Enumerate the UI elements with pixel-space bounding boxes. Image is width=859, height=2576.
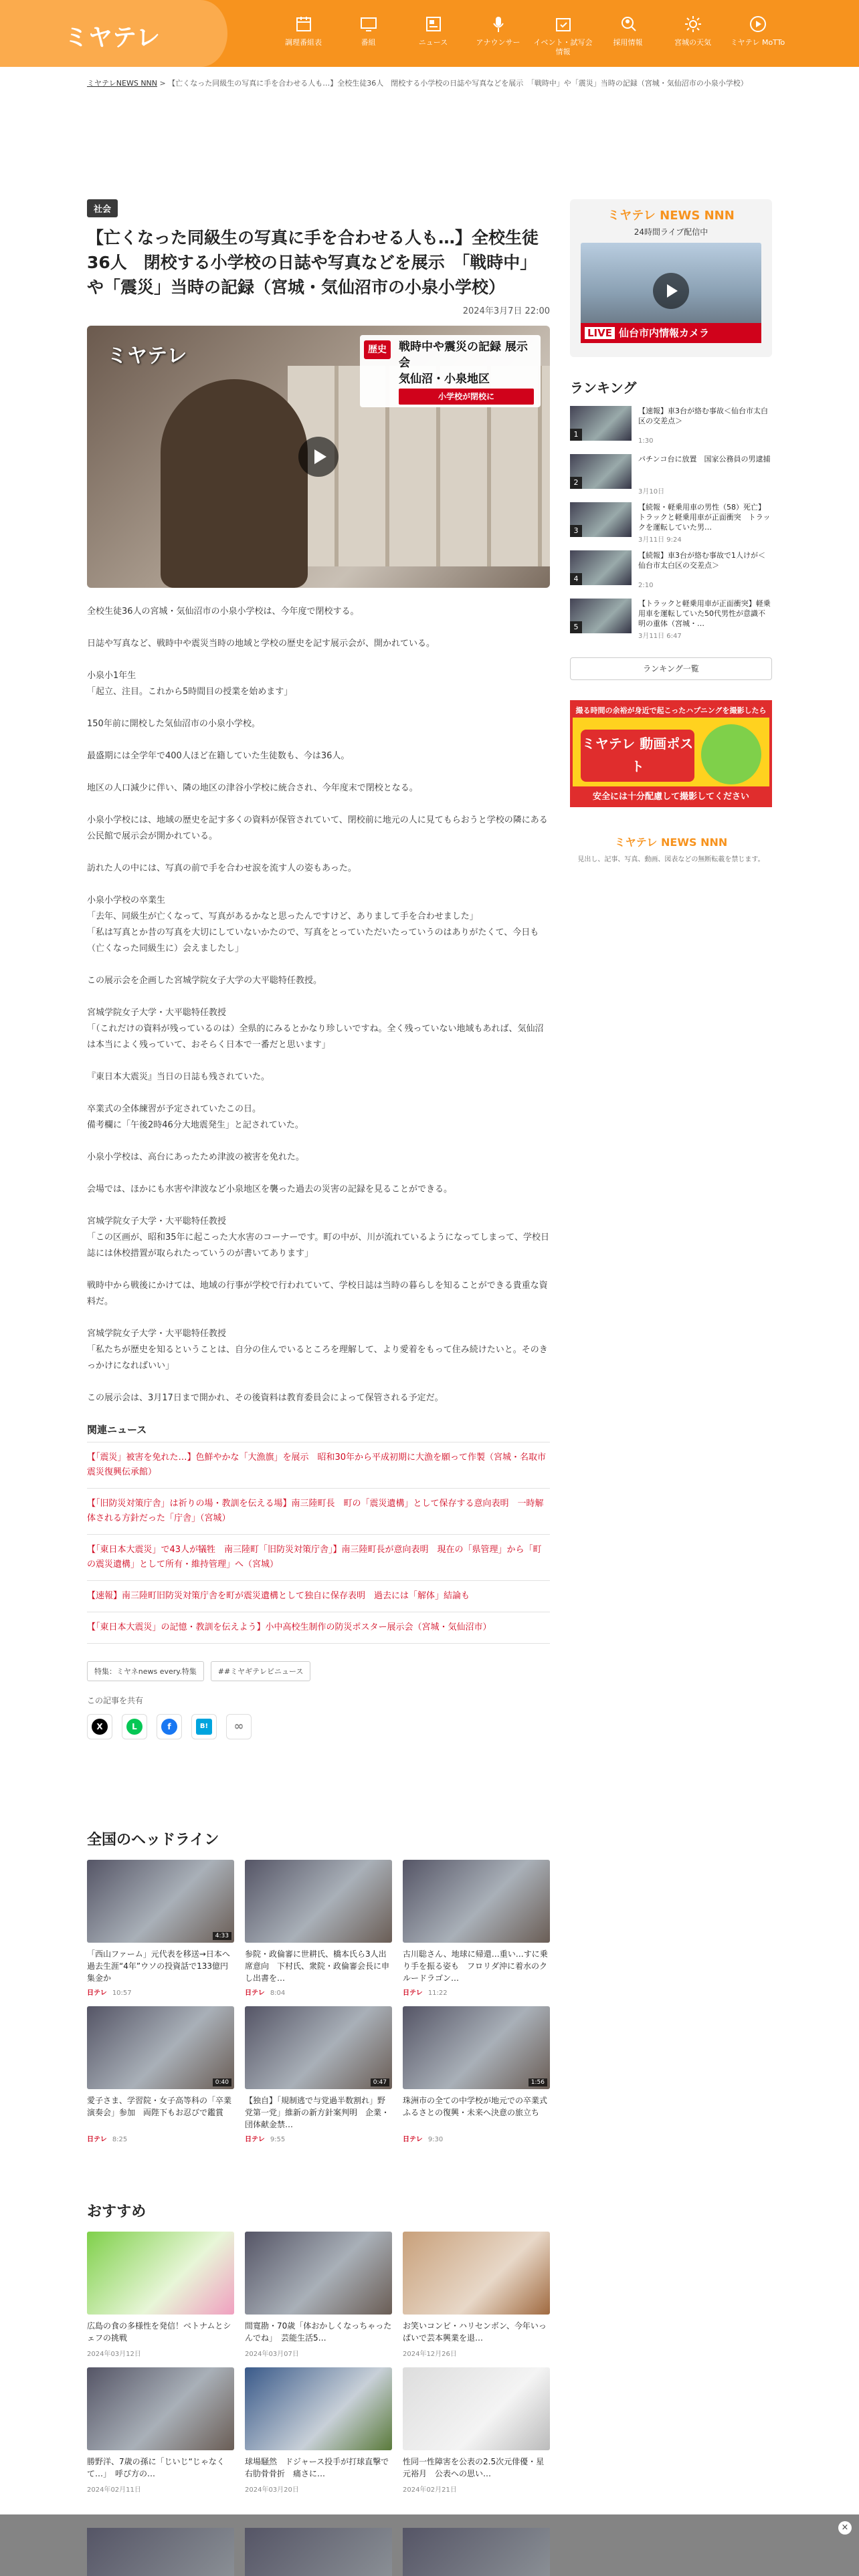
- ranking-thumbnail: [570, 406, 632, 441]
- video-brand-logo: ミヤテレ: [107, 344, 187, 368]
- live-play-button[interactable]: [653, 273, 689, 309]
- headline-card[interactable]: [245, 1860, 392, 1997]
- headline-thumbnail: [403, 2006, 550, 2089]
- nav-item-announcer[interactable]: [466, 0, 531, 67]
- article-date: 2024年3月7日 22:00: [462, 306, 550, 316]
- nav-label: 宮城の天気: [674, 38, 711, 47]
- ranking-date: 2:10: [638, 582, 654, 589]
- ranking-number: 2: [570, 477, 582, 489]
- recommend-card[interactable]: [87, 2367, 234, 2494]
- ranking-date: 3月11日 9:24: [638, 536, 682, 544]
- paragraph: 宮城学院女子大学・大平聡特任教授 「私たちが歴史を知るということは、自分の住んでいるところを理解して、より愛着をもって住み続けたいと。そのきっかけになればいい」: [87, 1329, 548, 1371]
- recommend-date: 2024年02月21日: [403, 2486, 457, 2494]
- banner-top-text: 撮る時間の余裕が身近で起こったハプニングを撮影したら: [573, 703, 769, 718]
- play-button[interactable]: [298, 437, 339, 477]
- paragraph: 訪れた人の中には、写真の前で手を合わせ涙を流す人の姿もあった。: [87, 863, 357, 873]
- site-logo[interactable]: ミヤテレ: [64, 24, 161, 51]
- breadcrumb-separator: >: [159, 79, 166, 88]
- headline-title: 「西山ファーム」元代表を移送→日本へ 過去生涯“4年”ウソの投資話で133億円集金か: [87, 1949, 238, 1983]
- paragraph: 小泉小学校には、地域の歴史を記す多くの資料が保管されていて、閉校前に地元の人に見てもらおうと学校の隣にある公民館で展示会が開かれている。: [87, 815, 548, 841]
- link-icon: ∞: [231, 1719, 247, 1735]
- article-title: 【亡くなった同級生の写真に手を合わせる人も…】全校生徒36人 閉校する小学校の日誌や写真などを展示 「戦時中」や「震災」当時の記録（宮城・気仙沼市の小泉小学校）: [87, 228, 539, 297]
- related-news-link[interactable]: 【速報】南三陸町旧防災対策庁舎を町が震災遺構として独自に保存表明 過去には「解体」結論も: [87, 1580, 550, 1612]
- video-caption-line1: 戦時中や震災の記録 展示会: [399, 340, 528, 370]
- recommend-date: 2024年12月26日: [403, 2351, 457, 2358]
- ranking-number: 5: [570, 621, 582, 633]
- headline-meta: [403, 1987, 550, 1997]
- headline-time: 8:25: [112, 2136, 128, 2143]
- paragraph: 卒業式の全体練習が予定されていたこの日。 備考欄に「午後2時46分大地震発生」と記されていた。: [87, 1104, 304, 1130]
- ranking-thumbnail: [570, 599, 632, 633]
- article: [87, 199, 550, 1739]
- recommend-title: 勝野洋、7歳の孫に「じいじ“じゃなくて…」 呼び方の…: [87, 2457, 225, 2478]
- video-caption: [360, 335, 541, 407]
- ranking-thumbnail: [570, 454, 632, 489]
- mascot-icon: [701, 724, 761, 784]
- headline-card[interactable]: [87, 2006, 234, 2143]
- copy-link-button[interactable]: [226, 1714, 252, 1739]
- live-camera-title: 仙台市内情報カメラ: [619, 327, 710, 339]
- recommend-section: [87, 2200, 550, 2494]
- national-headlines: [87, 1828, 556, 2143]
- banner-bottom-text: 安全には十分配慮して撮影してください: [573, 786, 769, 804]
- ad-slot: [87, 100, 550, 187]
- nav-label: ミヤテレ MoTTo: [730, 38, 785, 47]
- recommend-date: 2024年02月11日: [87, 2486, 141, 2494]
- recommend-card[interactable]: [87, 2232, 234, 2358]
- recommend-date: 2024年03月12日: [87, 2351, 141, 2358]
- nav-label: 番組: [361, 38, 376, 47]
- tag-button[interactable]: ##ミヤギテレビニュース: [211, 1661, 311, 1681]
- tag-button[interactable]: 特集：ミヤネnews every.特集: [87, 1661, 204, 1681]
- monitor-icon: [359, 15, 378, 33]
- paragraph: 地区の人口減少に伴い、隣の地区の津谷小学校に統合され、今年度末で閉校となる。: [87, 783, 418, 793]
- facebook-icon: f: [161, 1719, 177, 1735]
- nav-label: イベント・試写会情報: [533, 38, 593, 56]
- headline-meta: [87, 1987, 234, 1997]
- recommend-date: 2024年03月07日: [245, 2351, 299, 2358]
- share-hatena-button[interactable]: [191, 1714, 217, 1739]
- nav-item-tv-guide[interactable]: [271, 0, 336, 67]
- paragraph: 小泉小学校の卒業生 「去年、同級生が亡くなって、写真があるかなと思ったんですけど、ありまして手を合わせました」 「私は写真とか昔の写真を大切にしていないかたので、写真をとっていただいたっていうのはありがたくて、今日も（亡くなった同級生に）会えましたし」: [87, 895, 539, 954]
- live-stream-card[interactable]: [570, 199, 772, 357]
- overlay-thumbnail: [403, 2528, 550, 2576]
- recommend-card[interactable]: [403, 2232, 550, 2358]
- ranking-item[interactable]: [570, 454, 772, 496]
- recommend-card[interactable]: [245, 2367, 392, 2494]
- live-badge: LIVE: [585, 327, 615, 339]
- live-logo: ミヤテレ NEWS NNN: [607, 209, 735, 223]
- headline-source: 日テレ: [403, 2136, 423, 2143]
- share-x-button[interactable]: [87, 1714, 112, 1739]
- headline-time: 9:30: [427, 2136, 444, 2143]
- ranking-heading: ランキング: [570, 380, 637, 396]
- headline-card[interactable]: [403, 2006, 556, 2143]
- nav-label: ニュース: [418, 38, 448, 47]
- headline-thumbnail: [245, 2006, 392, 2089]
- play-circle-icon: [749, 15, 767, 33]
- video-player[interactable]: [87, 326, 550, 588]
- ranking-thumbnail: [570, 502, 632, 537]
- ranking-item[interactable]: [570, 406, 772, 445]
- banner-main-text: ミヤテレ 動画ポスト: [581, 730, 694, 782]
- recommend-title: お笑いコンビ・ハリセンボン、今年いっぱいで芸本興業を退…: [403, 2321, 547, 2343]
- share-line-button[interactable]: [122, 1714, 147, 1739]
- breadcrumb: [87, 78, 773, 88]
- related-news-link[interactable]: 【「東日本大震災」で43人が犠牲 南三陸町「旧防災対策庁舎」】南三陸町長が意向表明 現在の「県管理」から「町の震災遺構」として所有・維持管理」へ（宮城）: [87, 1534, 550, 1580]
- recommend-date: 2024年03月20日: [245, 2486, 299, 2494]
- paragraph: 会場では、ほかにも水害や津波など小泉地区を襲った過去の災害の記録を見ることができる。: [87, 1184, 453, 1194]
- ranking-list: [570, 406, 772, 640]
- headline-time: 11:22: [427, 1990, 448, 1997]
- video-post-banner[interactable]: [570, 700, 772, 807]
- nav-label: アナウンサー: [476, 38, 520, 47]
- paragraph: 宮城学院女子大学・大平聡特任教授 「この区画が、昭和35年に起こった大水害のコーナーです。町の中が、川が流れているようになってしまって、学校日誌には休校措置が取られたっていうのが書いてあります」: [87, 1216, 549, 1259]
- headline-meta: [87, 2133, 234, 2143]
- video-duration: 0:47: [371, 2078, 389, 2086]
- recommend-thumbnail: [245, 2232, 392, 2315]
- logo-area: [0, 0, 227, 67]
- paragraph: この展示会は、3月17日まで開かれ、その後資料は教育委員会によって保管される予定だ。: [87, 1393, 444, 1403]
- recommend-thumbnail: [87, 2367, 234, 2450]
- x-icon: X: [92, 1719, 108, 1735]
- paragraph: 『東日本大震災』当日の日誌も残されていた。: [87, 1072, 270, 1082]
- overlay-thumbnail: [87, 2528, 234, 2576]
- headline-title: 古川聡さん、地球に帰還…重い…すに乗り手を振る姿も フロリダ沖に着水のクルードラゴン…: [403, 1949, 548, 1983]
- video-caption-sub: 小学校が閉校に: [399, 389, 534, 405]
- nav-label: 調理番組表: [285, 38, 322, 47]
- site-header: [0, 0, 859, 67]
- nav-label: 採用情報: [613, 38, 643, 47]
- ranking-more-button[interactable]: ランキング一覧: [570, 657, 772, 680]
- article-body: [87, 604, 550, 1406]
- news-logo: ミヤテレ NEWS NNN: [614, 836, 728, 849]
- search-person-icon: [619, 15, 638, 33]
- ranking-title: 【続報・軽乗用車の男性（58）死亡】トラックと軽乗用車が正面衝突 トラックを運転していた男…: [638, 503, 771, 532]
- related-news-heading: 関連ニュース: [87, 1424, 147, 1436]
- ranking-number: 4: [570, 573, 582, 585]
- ranking-item[interactable]: [570, 502, 772, 544]
- paragraph: 日誌や写真など、戦時中や震災当時の地域と学校の歴史を記す展示会が、開かれている。: [87, 639, 436, 649]
- recommend-thumbnail: [403, 2232, 550, 2315]
- nav-item-motto[interactable]: [725, 0, 790, 67]
- recommend-grid: [87, 2232, 550, 2494]
- breadcrumb-current: 【亡くなった同級生の写真に手を合わせる人も…】全校生徒36人 閉校する小学校の日誌や写真などを展示 「戦時中」や「震災」当時の記録（宮城・気仙沼市の小泉小学校）: [168, 79, 748, 88]
- headline-source: 日テレ: [87, 2136, 107, 2143]
- nav-item-weather[interactable]: [660, 0, 725, 67]
- microphone-icon: [489, 15, 508, 33]
- headline-source: 日テレ: [87, 1990, 107, 1997]
- recommend-title: 性同一性障害を公表の2.5次元俳優・星元裕月 公表への思い…: [403, 2457, 545, 2478]
- headline-source: 日テレ: [245, 1990, 265, 1997]
- paragraph: 戦時中から戦後にかけては、地域の行事が学校で行われていて、学校日誌は当時の暮らしを知ることができる貴重な資料だ。: [87, 1281, 548, 1307]
- video-duration: 0:40: [213, 2078, 231, 2086]
- paragraph: 小泉小学校は、高台にあったため津波の被害を免れた。: [87, 1152, 304, 1162]
- headline-meta: [403, 2133, 550, 2143]
- ranking-thumbnail: [570, 550, 632, 585]
- news-icon: [424, 15, 443, 33]
- headline-time: 8:04: [270, 1990, 286, 1997]
- recommend-card[interactable]: [245, 2232, 392, 2358]
- headline-card[interactable]: [87, 1860, 238, 1997]
- video-caption-tag: 歴史: [364, 340, 391, 359]
- tag-list: [87, 1661, 550, 1681]
- nav-item-events[interactable]: [531, 0, 595, 67]
- headline-source: 日テレ: [245, 2136, 265, 2143]
- related-news-link[interactable]: 【「震災」被害を免れた…】色鮮やかな「大漁旗」を展示 昭和30年から平成初期に大漁を願って作製（宮城・名取市震災復興伝承館）: [87, 1442, 550, 1488]
- recommend-thumbnail: [245, 2367, 392, 2450]
- overlay-thumbnail: [245, 2528, 392, 2576]
- headline-title: 愛子さま、学習院・女子高等科の「卒業演奏会」参加 両陛下もお忍びで鑑賞: [87, 2096, 232, 2117]
- headline-thumbnail: [87, 2006, 234, 2089]
- event-icon: [554, 15, 573, 33]
- headline-thumbnail: [245, 1860, 392, 1943]
- headline-time: 9:55: [270, 2136, 286, 2143]
- recommend-card[interactable]: [403, 2367, 550, 2494]
- ranking-item[interactable]: [570, 599, 772, 640]
- headline-meta: [245, 2133, 392, 2143]
- paragraph: 全校生徒36人の宮城・気仙沼市の小泉小学校は、今年度で閉校する。: [87, 607, 359, 617]
- nav-item-news[interactable]: [401, 0, 466, 67]
- related-news-link[interactable]: 【「東日本大震災」の記憶・教訓を伝えよう】小中高校生制作の防災ポスター展示会（宮城・気仙沼市）: [87, 1612, 550, 1644]
- ranking-title: 【続報】車3台が絡む事故で1人けが＜仙台市太白区の交差点＞: [638, 551, 765, 570]
- share-label: この記事を共有: [87, 1696, 144, 1705]
- copyright-notice: 見出し、記事、写真、動画、図表などの無断転載を禁じます。: [577, 856, 765, 863]
- category-badge[interactable]: 社会: [87, 199, 118, 217]
- headlines-grid: [87, 1860, 556, 2143]
- ranking-title: パチンコ台に放置 国家公務員の男逮捕: [638, 455, 771, 463]
- nav-item-recruit[interactable]: [595, 0, 660, 67]
- sidebar: [570, 199, 772, 865]
- hatena-icon: B!: [196, 1719, 212, 1735]
- ranking-number: 3: [570, 525, 582, 537]
- headline-title: 【独自】「規制逃で与党過半数割れ」野党第一党」維新の新方針案判明 企業・団体献金禁…: [245, 2096, 390, 2129]
- nav-item-programs[interactable]: [336, 0, 401, 67]
- tv-guide-icon: [294, 15, 313, 33]
- paragraph: この展示会を企画した宮城学院女子大学の大平聡特任教授。: [87, 976, 322, 986]
- video-duration: 1:56: [529, 2078, 547, 2086]
- ranking-date: 1:30: [638, 437, 654, 445]
- related-news-link[interactable]: 【「旧防災対策庁舎」は祈りの場・教訓を伝える場】南三陸町長 町の「震災遺構」として保存する意向表明 一時解体される方針だった「庁舎」（宮城）: [87, 1488, 550, 1534]
- headline-thumbnail: [87, 1860, 234, 1943]
- video-caption-line2: 気仙沼・小泉地区: [399, 372, 490, 386]
- close-icon[interactable]: ×: [838, 2521, 852, 2535]
- live-subtitle: 24時間ライブ配信中: [634, 227, 708, 237]
- recommend-heading: おすすめ: [87, 2204, 147, 2220]
- headline-card[interactable]: [245, 2006, 392, 2143]
- ranking-item[interactable]: [570, 550, 772, 589]
- headline-time: 10:57: [112, 1990, 132, 1997]
- ranking-date: 3月11日 6:47: [638, 633, 682, 640]
- recommend-title: 球場騒然 ドジャース投手が打球直撃で右肋骨骨折 痛さに…: [245, 2457, 389, 2478]
- headline-thumbnail: [403, 1860, 550, 1943]
- paragraph: 宮城学院女子大学・大平聡特任教授 「（これだけの資料が残っているのは）全県的にみるとかなり珍しいですね。全く残っていない地域もあれば、気仙沼は本当によく残っていて、おそらく日本で一番だと思います」: [87, 1008, 544, 1050]
- ranking-number: 1: [570, 429, 582, 441]
- paragraph: 小泉小1年生 「起立、注目。これから5時間目の授業を始めます」: [87, 671, 293, 697]
- share-buttons: [87, 1714, 550, 1739]
- headline-title: 珠洲市の全ての中学校が地元での卒業式 ふるさとの復興・未来へ決意の旅立ち: [403, 2096, 556, 2117]
- headline-source: 日テレ: [403, 1990, 423, 1997]
- recommend-title: 広島の食の多様性を発信！ベトナムとシェフの挑戦: [87, 2321, 231, 2343]
- recommend-title: 間寛勘・70歳「体おかしくなっちゃったんでね」 芸能生活5…: [245, 2321, 392, 2343]
- related-news-list: [87, 1442, 550, 1644]
- headline-meta: [245, 1987, 392, 1997]
- ranking-title: 【速報】車3台が絡む事故＜仙台市太白区の交差点＞: [638, 407, 768, 425]
- paragraph: 最盛期には全学年で400人ほど在籍していた生徒数も、今は36人。: [87, 751, 350, 761]
- video-duration: 4:33: [213, 1932, 231, 1940]
- global-nav: [271, 0, 790, 67]
- breadcrumb-home[interactable]: ミヤテレNEWS NNN: [87, 79, 157, 88]
- headline-title: 参院・政倫審に世耕氏、橋本氏ら3人出席意向 下村氏、衆院・政倫審会長に申し出書を…: [245, 1949, 390, 1983]
- headline-card[interactable]: [403, 1860, 550, 1997]
- recommend-thumbnail: [403, 2367, 550, 2450]
- overlay-cards: [87, 2528, 550, 2576]
- sun-icon: [684, 15, 702, 33]
- paragraph: 150年前に開校した気仙沼市の小泉小学校。: [87, 719, 260, 729]
- recommend-thumbnail: [87, 2232, 234, 2315]
- live-bar: [581, 323, 761, 343]
- line-icon: L: [126, 1719, 142, 1735]
- share-facebook-button[interactable]: [157, 1714, 182, 1739]
- headlines-heading: 全国のヘッドライン: [87, 1832, 219, 1848]
- live-thumbnail[interactable]: [581, 243, 761, 343]
- ranking-title: 【トラックと軽乗用車が正面衝突】軽乗用車を運転していた50代男性が意識不明の重体（宮城・…: [638, 599, 771, 628]
- ranking-date: 3月10日: [638, 488, 665, 496]
- video-subject: [161, 379, 308, 588]
